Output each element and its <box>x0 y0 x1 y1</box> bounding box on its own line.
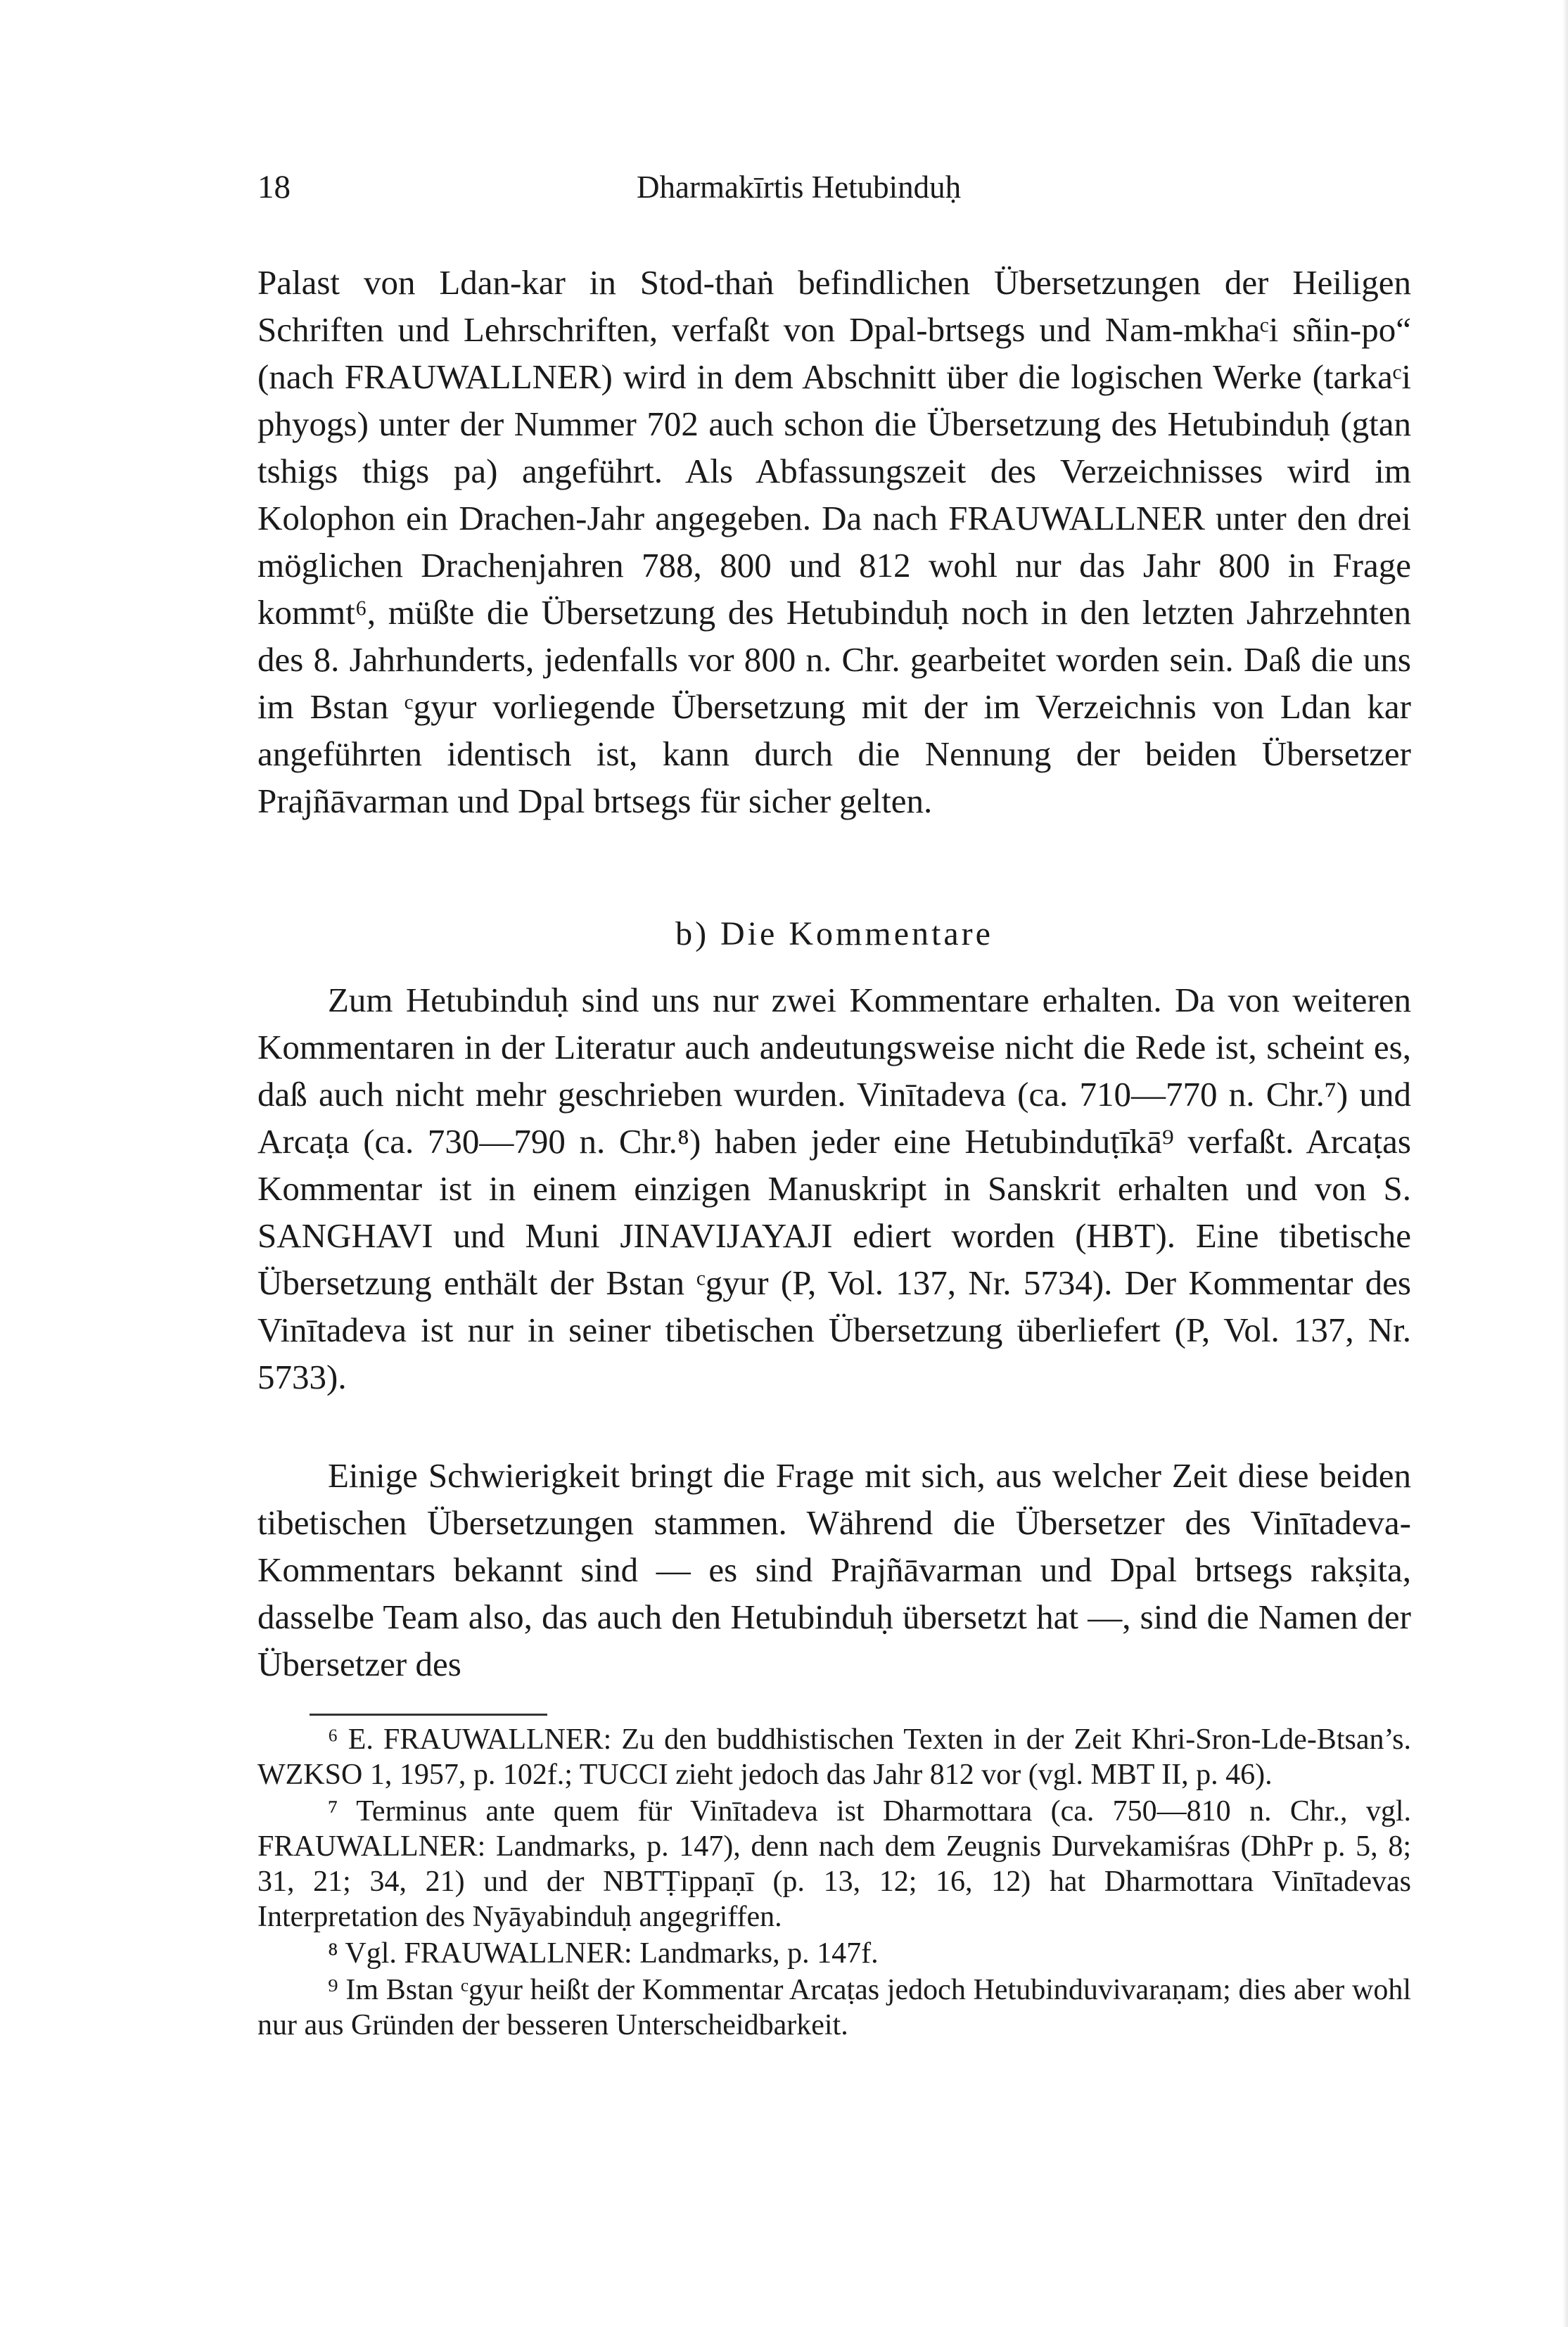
paragraph-continued <box>257 259 1411 824</box>
paragraph <box>257 976 1411 1401</box>
section-heading: b) Die Kommentare <box>675 915 993 952</box>
footnote-7: ⁷ Terminus ante quem für Vinītadeva ist Dharmottara (ca. 750—810 n. Chr., vgl. FRAUWALLNER: Landmarks, p. 147), denn nach dem Zeugnis Durvekamiśras (DhPr p. 5, 8; 31, 21; 34, 21) und der NBTṬippaṇī (p. 13, 12; 16, 12) hat Dharmottara Vinītadevas Interpretation des Nyāyabinduḥ angegriffen. <box>257 1795 1411 1933</box>
running-title: Dharmakīrtis Hetubinduḥ <box>637 170 962 205</box>
paragraph-text: Palast von Ldan-kar in Stod-thaṅ befindlichen Übersetzungen der Heiligen Schriften und Lehrschriften, verfaßt von Dpal-brtsegs und Nam-mkhaᶜi sñin-po“ (nach FRAUWALLNER) wird in dem Abschnitt über die logischen Werke (tarkaᶜi phyogs) unter der Nummer 702 auch schon die Übersetzung des Hetubinduḥ (gtan tshigs thigs pa) angeführt. Als Abfassungszeit des Verzeichnisses wird im Kolophon ein Drachen-Jahr angegeben. Da nach FRAUWALLNER unter den drei möglichen Drachenjahren 788, 800 und 812 wohl nur das Jahr 800 in Frage kommt⁶, müßte die Übersetzung des Hetubinduḥ noch in den letzten Jahrzehnten des 8. Jahrhunderts, jedenfalls vor 800 n. Chr. gearbeitet worden sein. Daß die uns im Bstan ᶜgyur vorliegende Übersetzung mit der im Verzeichnis von Ldan kar angeführten identisch ist, kann durch die Nennung der beiden Übersetzer Prajñāvarman und Dpal brtsegs für sicher gelten. <box>257 263 1411 820</box>
paragraph <box>257 1452 1411 1688</box>
page-number: 18 <box>257 169 291 205</box>
footnote-6: ⁶ E. FRAUWALLNER: Zu den buddhistischen Texten in der Zeit Khri-Sron-Lde-Btsan’s. WZKSO 1, 1957, p. 102f.; TUCCI zieht jedoch das Jahr 812 vor (vgl. MBT II, p. 46). <box>257 1723 1411 1791</box>
page-edge-shadow <box>1562 0 1568 2327</box>
paragraph-text: Einige Schwierigkeit bringt die Frage mit sich, aus welcher Zeit diese beiden tibetischen Übersetzungen stammen. Während die Übersetzer des Vinītadeva-Kommentars bekannt sind — es sind Prajñāvarman und Dpal brtsegs rakṣita, dasselbe Team also, das auch den Hetubinduḥ übersetzt hat —, sind die Namen der Übersetzer des <box>257 1456 1411 1683</box>
footnote-8: ⁸ Vgl. FRAUWALLNER: Landmarks, p. 147f. <box>328 1937 879 1970</box>
paragraph-text: Zum Hetubinduḥ sind uns nur zwei Kommentare erhalten. Da von weiteren Kommentaren in der Literatur auch andeutungsweise nicht die Rede ist, scheint es, daß auch nicht mehr geschrieben wurden. Vinītadeva (ca. 710—770 n. Chr.⁷) und Arcaṭa (ca. 730—790 n. Chr.⁸) haben jeder eine Hetubinduṭīkā⁹ verfaßt. Arcaṭas Kommentar ist in einem einzigen Manuskript in Sanskrit erhalten und von S. SANGHAVI und Muni JINAVIJAYAJI ediert worden (HBT). Eine tibetische Übersetzung enthält der Bstan ᶜgyur (P, Vol. 137, Nr. 5734). Der Kommentar des Vinītadeva ist nur in seiner tibetischen Übersetzung überliefert (P, Vol. 137, Nr. 5733). <box>257 981 1411 1396</box>
footnote-9: ⁹ Im Bstan ᶜgyur heißt der Kommentar Arcaṭas jedoch Hetubinduvivaraṇam; dies aber wohl nur aus Gründen der besseren Unterscheidbarkeit. <box>257 1974 1411 2041</box>
footnote-divider <box>310 1714 547 1716</box>
footnotes <box>257 1722 1411 2044</box>
